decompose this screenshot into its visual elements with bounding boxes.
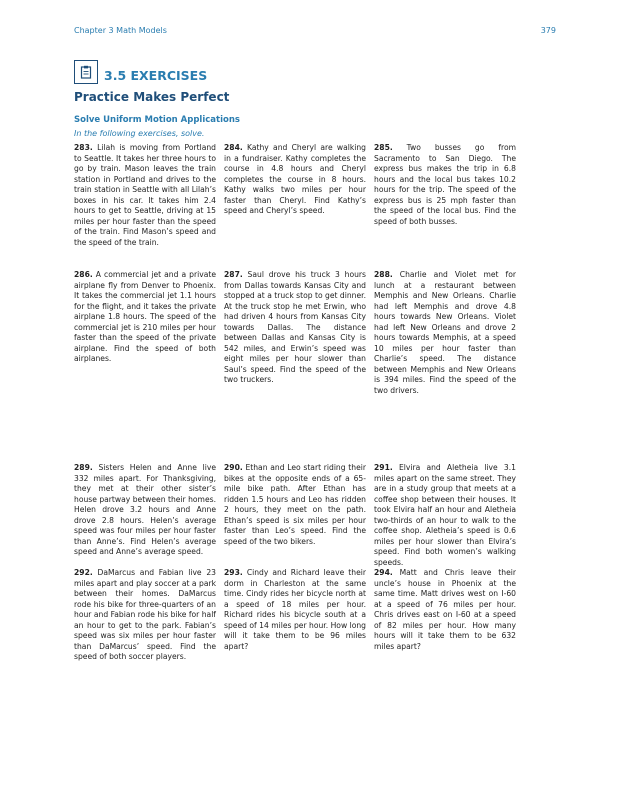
section-title: 3.5 EXERCISES (104, 68, 208, 83)
exercise-number: 285. (374, 143, 393, 152)
exercise-number: 287. (224, 270, 243, 279)
exercise-item (374, 568, 516, 663)
exercise-item (74, 143, 216, 270)
exercise-item (74, 568, 216, 663)
exercise-item (224, 568, 366, 663)
exercise-number: 284. (224, 143, 243, 152)
exercise-number: 290. (224, 463, 243, 472)
exercise-item (224, 143, 366, 270)
topic-heading: Solve Uniform Motion Applications (74, 115, 240, 125)
exercise-item (374, 270, 516, 463)
exercise-number: 291. (374, 463, 393, 472)
exercise-text: Elvira and Aletheia live 3.1 miles apart on the same street. They are in a study group that meets at a coffee shop between their houses. It took Elvira half an hour and Aletheia two-thirds of an hour to walk to the coffee shop. Aletheia’s speed is 0.6 miles per hour slower than Elvira’s speed. Find both women’s walking speeds. (374, 463, 516, 567)
exercise-item (374, 143, 516, 270)
exercise-number: 283. (74, 143, 93, 152)
exercise-text: Matt and Chris leave their uncle’s house in Phoenix at the same time. Matt drives west on I-60 at a speed of 76 miles per hour. Chris drives east on I-60 at a speed of 82 miles per hour. How many hours will it take them to be 632 miles apart? (374, 568, 516, 651)
pencil-paper-icon (74, 60, 98, 84)
exercise-text: Cindy and Richard leave their dorm in Charleston at the same time. Cindy rides her bicycle north at a speed of 18 miles per hour. Richard rides his bicycle south at a speed of 14 miles per hour. How long will it take them to be 96 miles apart? (224, 568, 366, 651)
exercise-grid (74, 143, 514, 663)
exercise-text: DaMarcus and Fabian live 23 miles apart and play soccer at a park between their homes. DaMarcus rode his bike for three-quarters of an hour and Fabian rode his bike for half an hour to get to the park. Fabian’s speed was six miles per hour faster than DaMarcus’ speed. Find the speed of both soccer players. (74, 568, 216, 661)
exercise-text: Charlie and Violet met for lunch at a restaurant between Memphis and New Orleans. Charlie had left Memphis and drove 4.8 hours towards New Orleans. Violet had left New Orleans and drove 2 hours towards Memphis, at a speed 10 miles per hour faster than Charlie’s speed. The distance between Memphis and New Orleans is 394 miles. Find the speed of the two drivers. (374, 270, 516, 395)
exercise-number: 286. (74, 270, 93, 279)
exercise-number: 292. (74, 568, 93, 577)
exercise-number: 289. (74, 463, 93, 472)
exercise-number: 288. (374, 270, 393, 279)
exercise-item (374, 463, 516, 568)
exercise-text: Kathy and Cheryl are walking in a fundraiser. Kathy completes the course in 4.8 hours and Cheryl completes the course in 8 hours. Kathy walks two miles per hour faster than Cheryl. Find Kathy’s speed and Cheryl’s speed. (224, 143, 366, 215)
exercise-text: Lilah is moving from Portland to Seattle. It takes her three hours to go by train. Mason leaves the train station in Portland and drives to the train station in Seattle with all Lilah’s boxes in his car. It takes him 2.4 hours to get to Seattle, driving at 15 miles per hour faster than the speed of the train. Find Mason’s speed and the speed of the train. (74, 143, 216, 247)
exercise-item (224, 463, 366, 568)
exercise-number: 294. (374, 568, 393, 577)
exercise-text: Two busses go from Sacramento to San Diego. The express bus makes the trip in 6.8 hours and the local bus takes 10.2 hours for the trip. The speed of the express bus is 25 mph faster than the speed of the local bus. Find the speed of both busses. (374, 143, 516, 226)
running-header (74, 26, 556, 35)
exercise-item (74, 463, 216, 560)
exercise-item (224, 270, 366, 463)
page-number: 379 (540, 26, 556, 35)
exercise-text: A commercial jet and a private airplane fly from Denver to Phoenix. It takes the commercial jet 1.1 hours for the flight, and it takes the private airplane 1.8 hours. The speed of the commercial jet is 210 miles per hour faster than the speed of the private airplane. Find the speed of both airplanes. (74, 270, 216, 363)
section-heading (74, 60, 207, 84)
exercise-item (74, 270, 216, 463)
exercise-text: Ethan and Leo start riding their bikes at the opposite ends of a 65-mile bike path. After Ethan has ridden 1.5 hours and Leo has ridden 2 hours, they meet on the path. Ethan’s speed is six miles per hour faster than Leo’s speed. Find the speed of the two bikers. (224, 463, 366, 546)
exercise-number: 293. (224, 568, 243, 577)
exercise-text: Saul drove his truck 3 hours from Dallas towards Kansas City and stopped at a truck stop to get dinner. At the truck stop he met Erwin, who had driven 4 hours from Kansas City towards Dallas. The distance between Dallas and Kansas City is 542 miles, and Erwin’s speed was eight miles per hour slower than Saul’s speed. Find the speed of the two truckers. (224, 270, 366, 384)
chapter-title: Chapter 3 Math Models (74, 26, 167, 35)
instructions: In the following exercises, solve. (74, 129, 205, 138)
exercise-text: Sisters Helen and Anne live 332 miles apart. For Thanksgiving, they met at their other sister’s house partway between their homes. Helen drove 3.2 hours and Anne drove 2.8 hours. Helen’s average speed was four miles per hour faster than Anne’s. Find Helen’s average speed and Anne’s average speed. (74, 463, 216, 556)
section-subtitle: Practice Makes Perfect (74, 90, 230, 104)
